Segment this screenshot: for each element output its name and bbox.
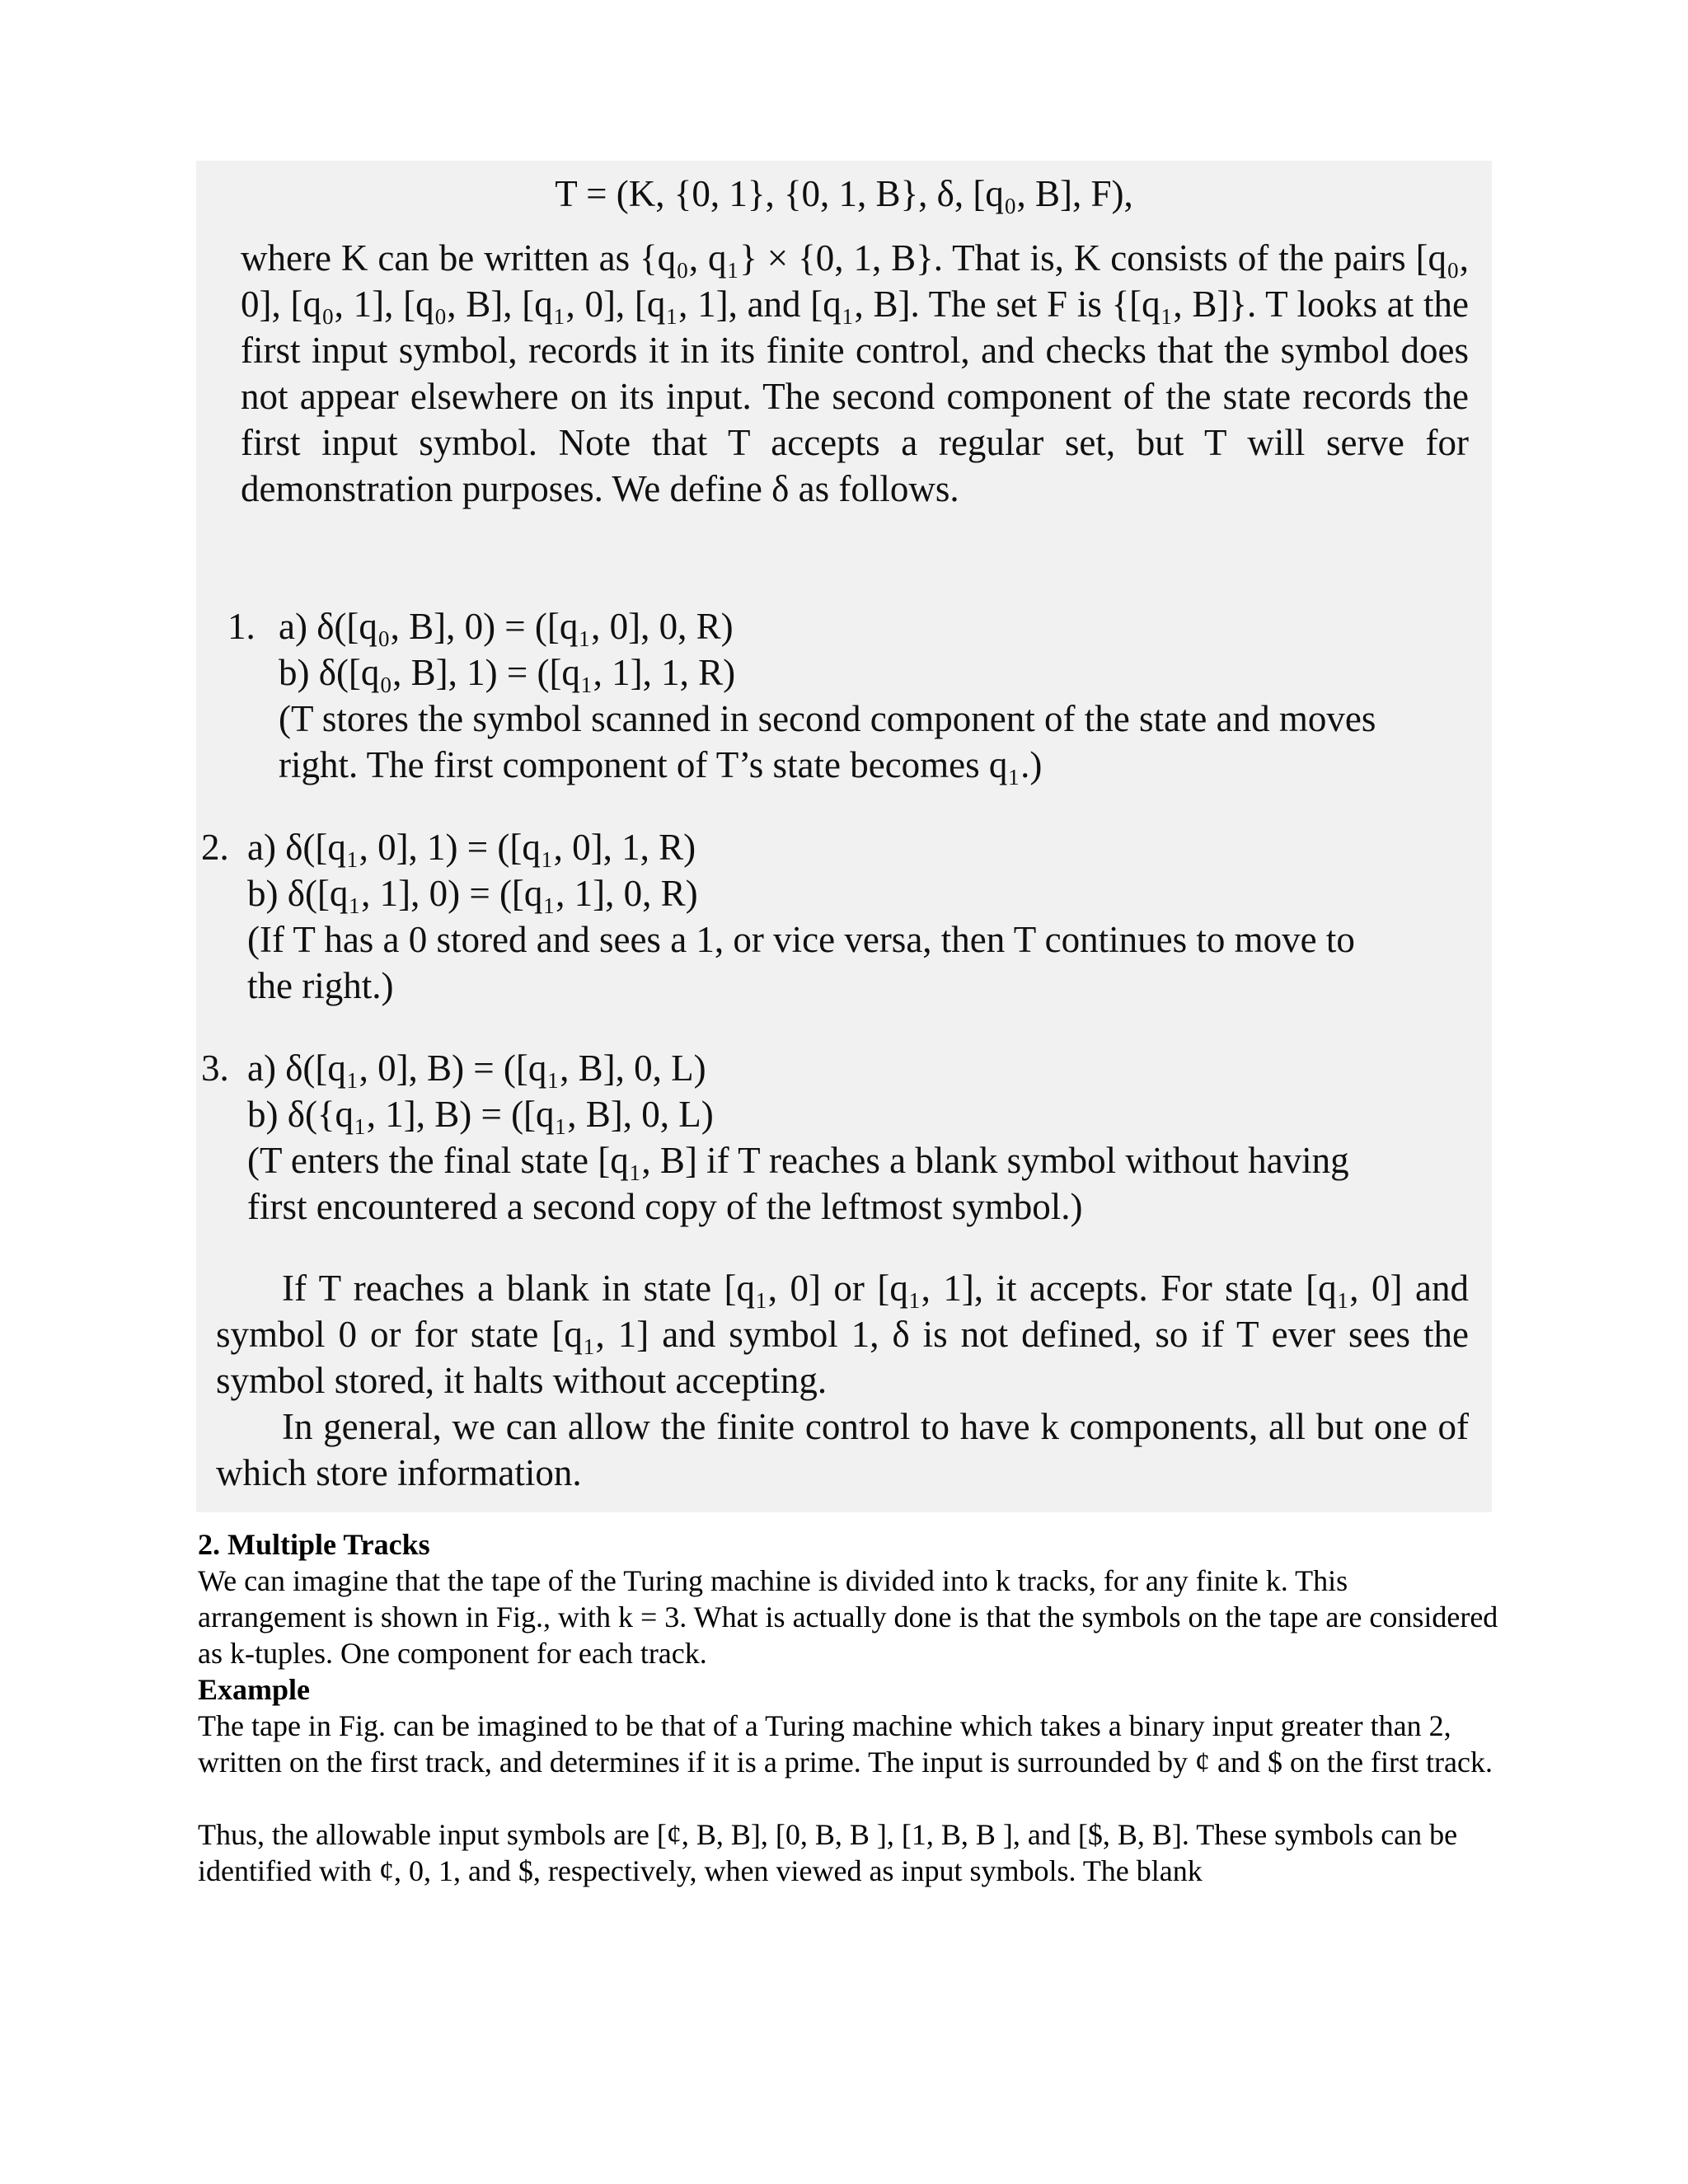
rule-number: 2. — [201, 827, 229, 868]
closing-paragraph-2: In general, we can allow the finite control to have k components, all but one of which store information. — [216, 1406, 1469, 1493]
definition-formula: T = (K, {0, 1}, {0, 1, B}, δ, [q₀, B], F), — [555, 173, 1133, 214]
example-heading: Example — [198, 1673, 311, 1706]
rule-case-a: a) δ([q₁, 0], B) = ([q₁, B], 0, L) — [247, 1047, 706, 1089]
rule-case-b: b) δ({q₁, 1], B) = ([q₁, B], 0, L) — [247, 1094, 714, 1135]
scanned-textbook-excerpt — [196, 161, 1492, 1512]
rule-case-a: a) δ([q₀, B], 0) = ([q₁, 0], 0, R) — [279, 606, 734, 647]
example-body-2: Thus, the allowable input symbols are [¢, B, B], [0, B, B ], [1, B, B ], and [$, B, B]. These symbols can be identified with ¢, 0, 1, and $, respectively, when viewed as input symbols. The blank — [198, 1818, 1458, 1887]
closing-paragraph-1: If T reaches a blank in state [q₁, 0] or [q₁, 1], it accepts. For state [q₁, 0] and symbol 0 or for state [q₁, 1] and symbol 1, δ is not defined, so if T ever sees the symbol stored, it halts without accepting. — [216, 1268, 1469, 1401]
rule-case-b: b) δ([q₁, 1], 0) = ([q₁, 1], 0, R) — [247, 873, 698, 914]
section-heading: 2. Multiple Tracks — [198, 1528, 430, 1561]
intro-paragraph: where K can be written as {q₀, q₁} × {0, 1, B}. That is, K consists of the pairs [q₀, 0], [q₀, 1], [q₀, B], [q₁, 0], [q₁, 1], and [q₁, B]. The set F is {[q₁, B]}. T looks at the first input symbol, records it in its finite control, and checks that the symbol does not appear elsewhere on its input. The second component of the state records the first input symbol. Note that T accepts a regular set, but T will serve for demonstration purposes. We define δ as follows. — [241, 237, 1469, 509]
rule-note: (T enters the final state [q₁, B] if T reaches a blank symbol without having first encountered a second copy of the leftmost symbol.) — [247, 1140, 1349, 1227]
rule-case-a: a) δ([q₁, 0], 1) = ([q₁, 0], 1, R) — [247, 827, 696, 868]
section-body: We can imagine that the tape of the Turing machine is divided into k tracks, for any finite k. This arrangement is shown in Fig., with k = 3. What is actually done is that the symbols on the tape are considered as k-tuples. One component for each track. — [198, 1564, 1498, 1670]
rule-case-b: b) δ([q₀, B], 1) = ([q₁, 1], 1, R) — [279, 652, 736, 693]
rule-note: (T stores the symbol scanned in second component of the state and moves right. The first component of T’s state becomes q₁.) — [279, 698, 1376, 785]
rule-note: (If T has a 0 stored and sees a 1, or vice versa, then T continues to move to the right.) — [247, 919, 1355, 1006]
rule-number: 1. — [227, 606, 256, 647]
example-body-1: The tape in Fig. can be imagined to be that of a Turing machine which takes a binary input greater than 2, written on the first track, and determines if it is a prime. The input is surrounded by ¢ and $ on the first track. — [198, 1709, 1493, 1779]
rule-number: 3. — [201, 1047, 229, 1089]
